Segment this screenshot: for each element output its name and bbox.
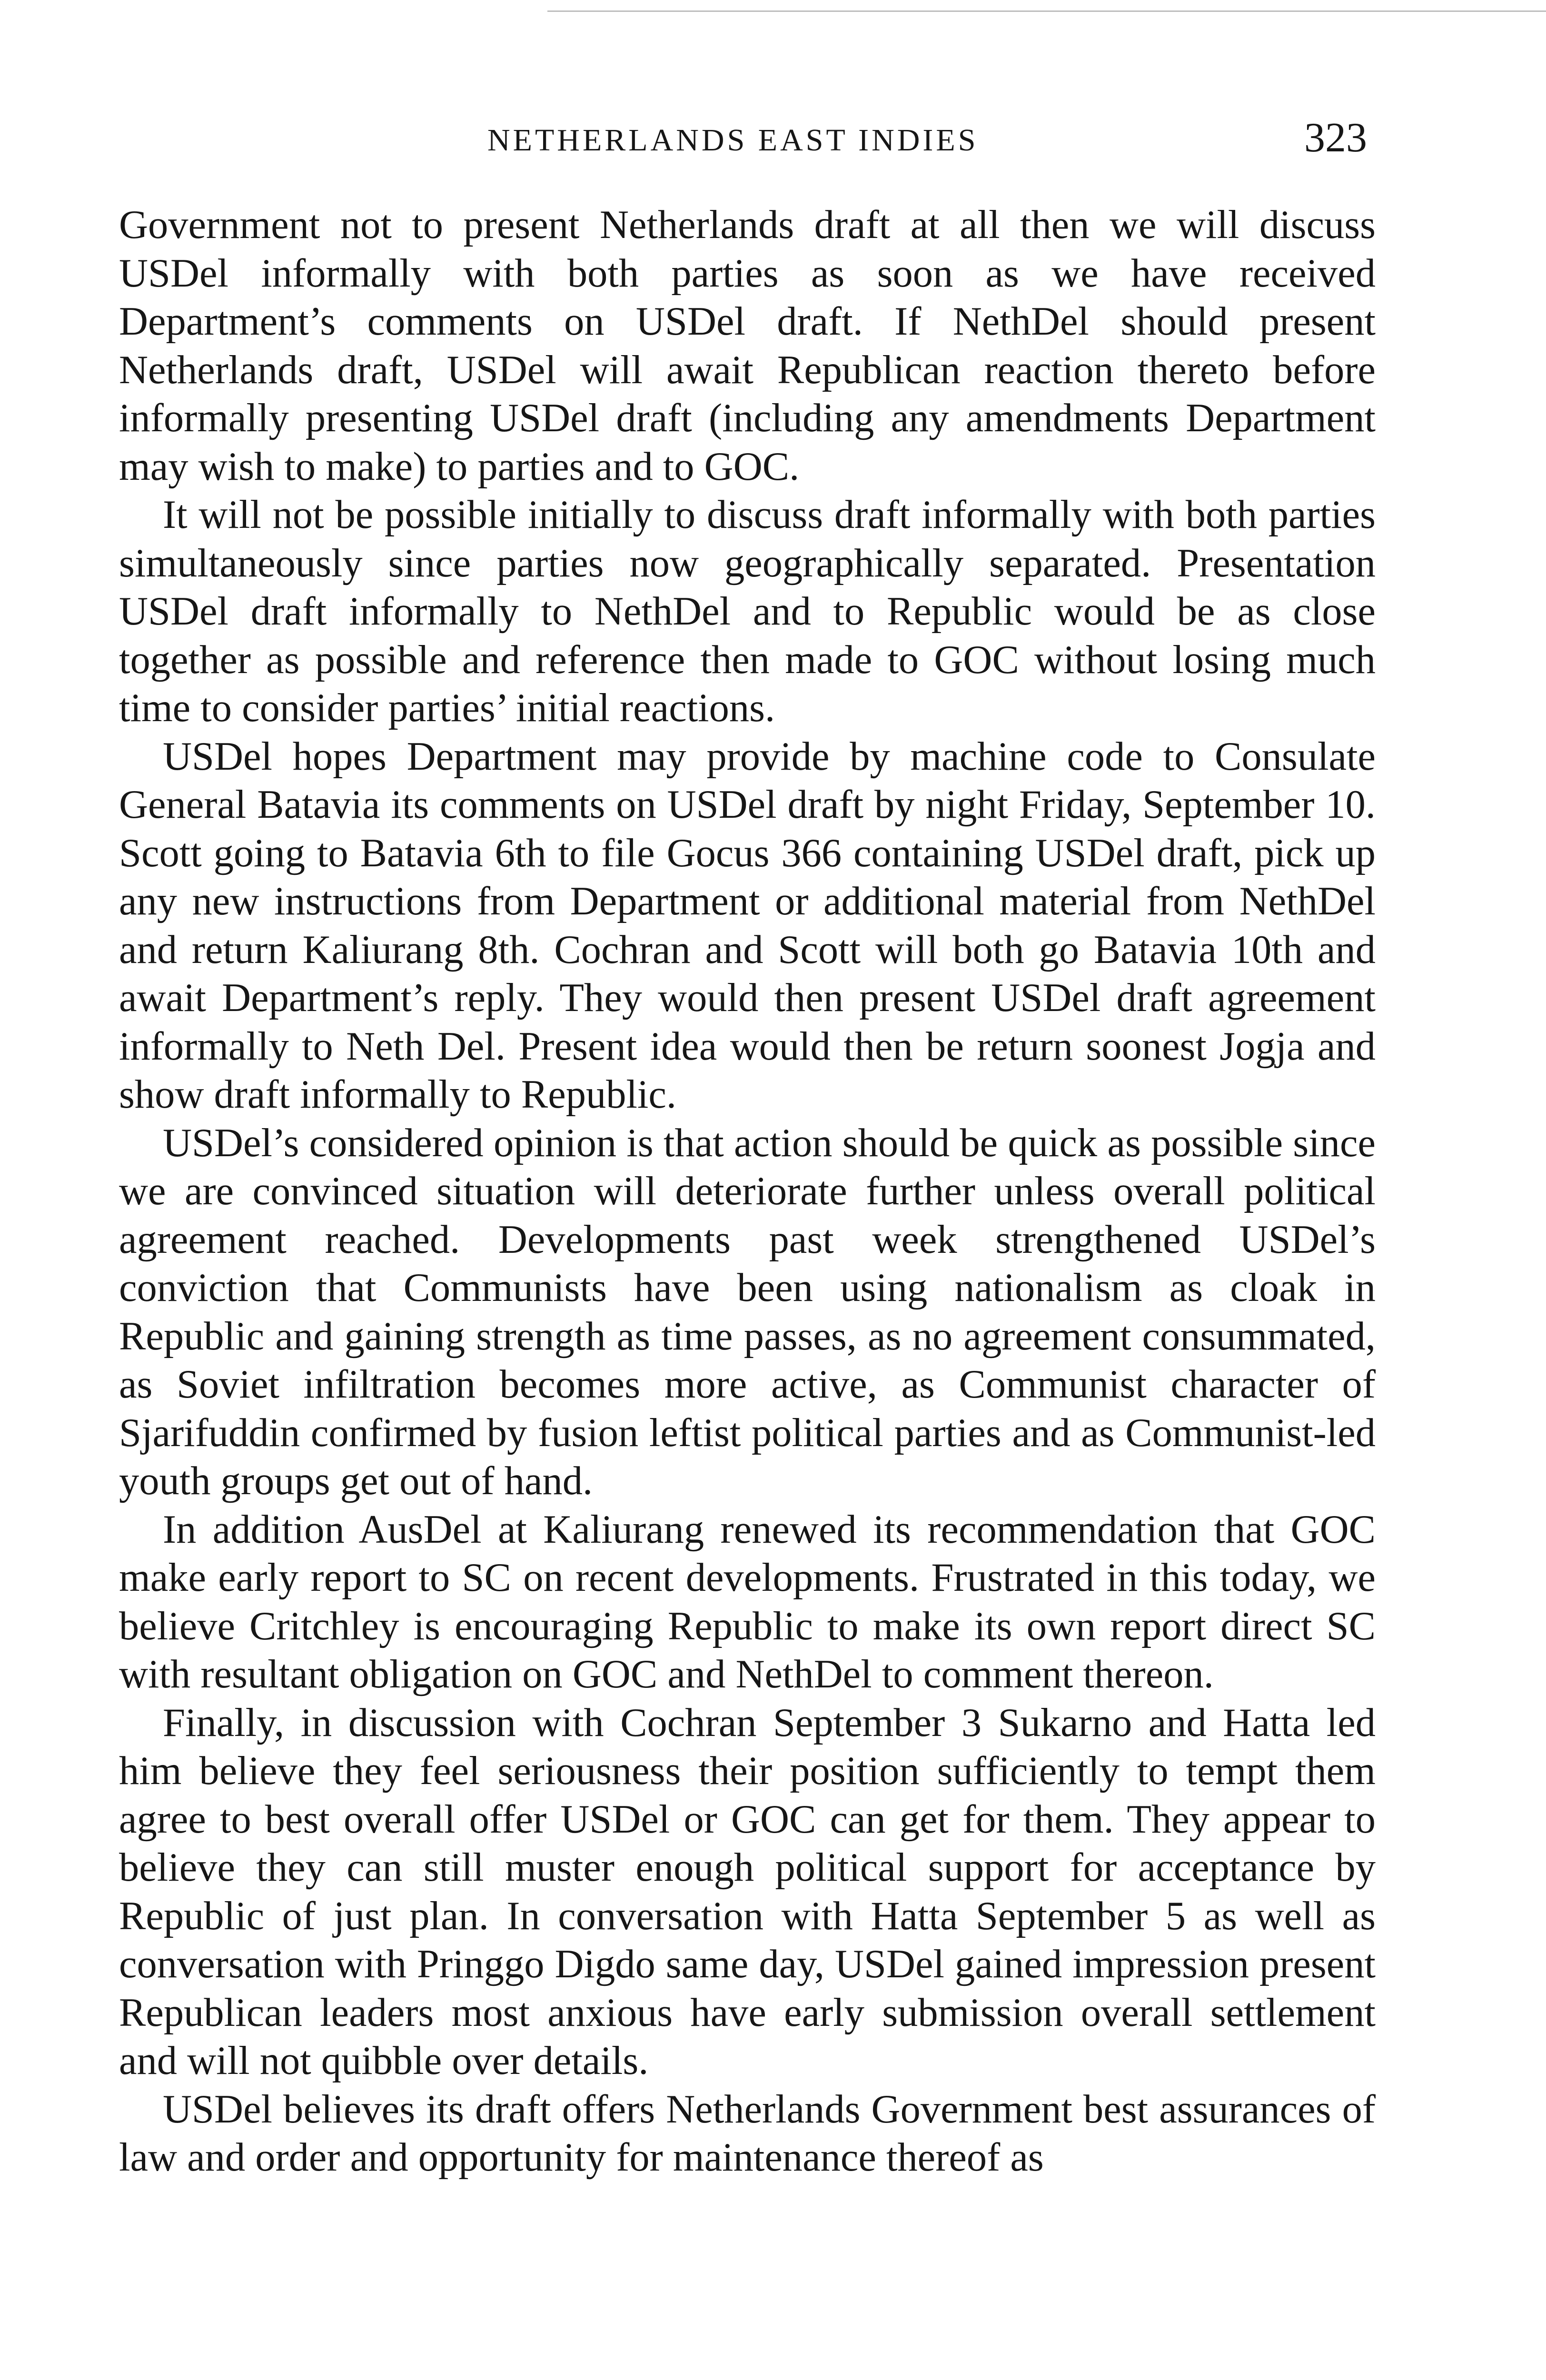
paragraph-5: In addition AusDel at Kaliurang renewed its recommendation that GOC make early report to SC on recent developments. Frustrated in this today, we believe Critchley is encouraging Republic to make its own report direct SC with resultant obligation on GOC and NethDel to comment thereon.	[119, 1507, 1376, 1696]
paragraph-6: Finally, in discussion with Cochran September 3 Sukarno and Hatta led him believe they feel seriousness their position sufficiently to tempt them agree to best overall offer USDel or GOC can get for them. They appear to believe they can still muster enough political support for acceptance by Republic of just plan. In conversation with Hatta September 5 as well as conversation with Pringgo Digdo same day, USDel gained impression present Republican leaders most anxious have early submission overall settlement and will not quibble over details.	[119, 1700, 1376, 2083]
top-rule	[547, 10, 1546, 12]
paragraph-3: USDel hopes Department may provide by machine code to Consulate General Batavia its comments on USDel draft by night Friday, September 10. Scott going to Batavia 6th to file Gocus 366 containing USDel draft, pick up any new instructions from Department or additional material from NethDel and return Kaliurang 8th. Cochran and Scott will both go Batavia 10th and await Department’s reply. They would then present USDel draft agreement informally to Neth Del. Present idea would then be return soonest Jogja and show draft informally to Republic.	[119, 734, 1376, 1117]
paragraph-1: Government not to present Netherlands draft at all then we will discuss USDel informally with both parties as soon as we have received Department’s comments on USDel draft. If NethDel should present Netherlands draft, USDel will await Republican reaction thereto before informally presenting USDel draft (including any amendments Department may wish to make) to parties and to GOC.	[119, 203, 1376, 489]
paragraph-7: USDel believes its draft offers Netherlands Government best assurances of law and order and opportunity for maintenance thereof as	[119, 2087, 1376, 2180]
paragraph-2: It will not be possible initially to discuss draft informally with both parties simultaneously since parties now geographically separated. Presentation USDel draft informally to NethDel and to Republic would be as close together as possible and reference then made to GOC without losing much time to consider parties’ initial reactions.	[119, 493, 1376, 730]
page-number: 323	[1304, 115, 1367, 161]
running-head: NETHERLANDS EAST INDIES	[487, 123, 979, 158]
paragraph-4: USDel’s considered opinion is that action should be quick as possible since we are convinced situation will deteriorate further unless overall political agreement reached. Developments past week strengthened USDel’s conviction that Communists have been using nationalism as cloak in Republic and gaining strength as time passes, as no agreement consummated, as Soviet infiltration becomes more active, as Communist character of Sjarifuddin confirmed by fusion leftist political parties and as Communist-led youth groups get out of hand.	[119, 1121, 1376, 1503]
body-text	[119, 201, 1376, 2182]
